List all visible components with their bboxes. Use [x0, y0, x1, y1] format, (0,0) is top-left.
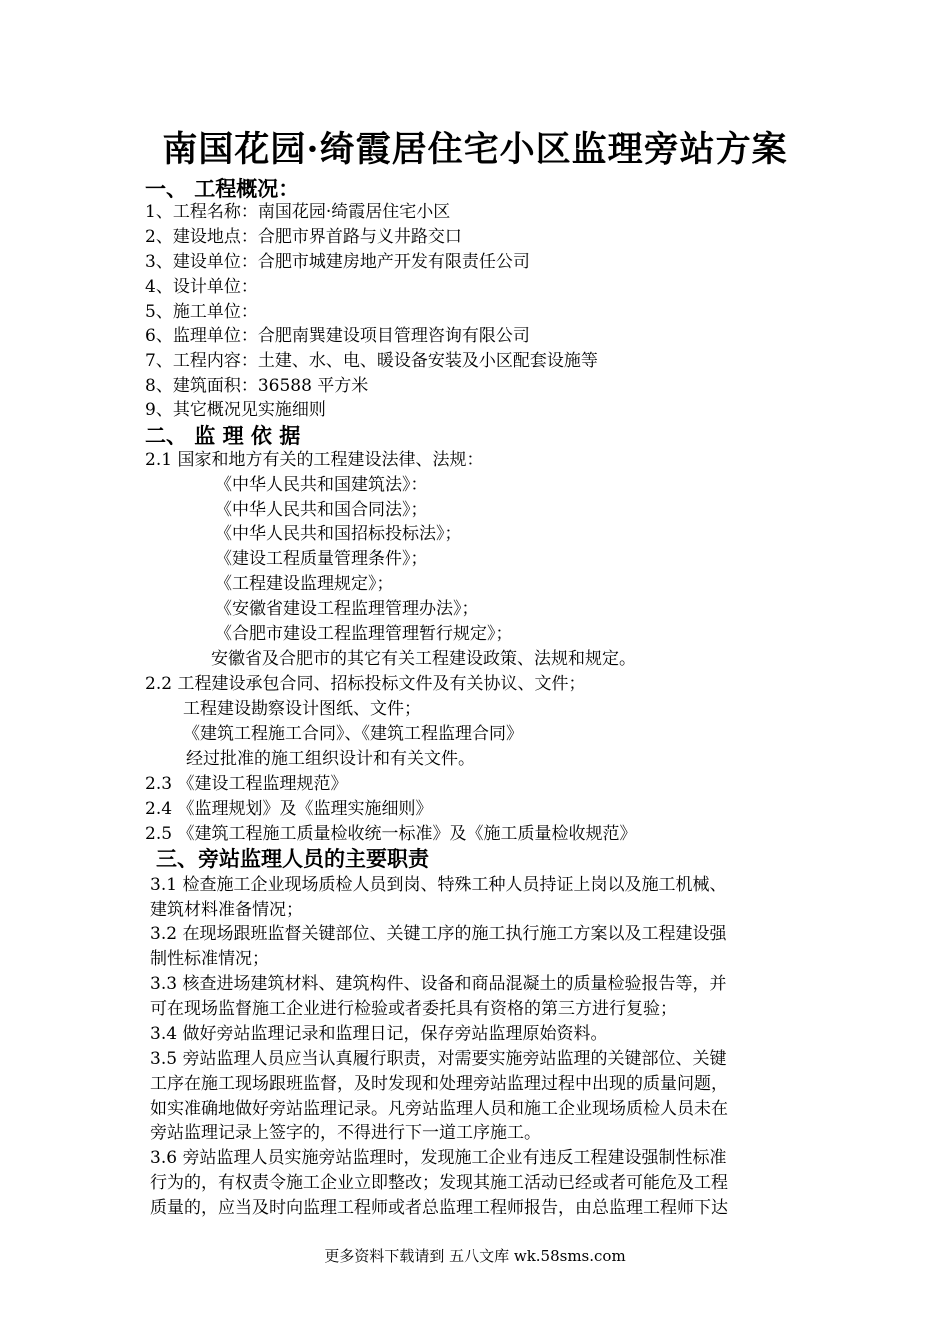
paragraph-line: 行为的，有权责令施工企业立即整改；发现其施工活动已经或者可能危及工程	[150, 1173, 728, 1193]
list-item: 工程建设勘察设计图纸、文件；	[183, 699, 421, 719]
list-item: 8、建筑面积：36588 平方米	[145, 376, 369, 396]
law-item: 安徽省及合肥市的其它有关工程建设政策、法规和规定。	[211, 649, 636, 669]
law-item: 《工程建设监理规定》；	[215, 574, 394, 594]
paragraph: 2.4 《监理规划》及《监理实施细则》	[145, 799, 433, 819]
list-item: 6、监理单位：合肥南巽建设项目管理咨询有限公司	[145, 326, 530, 346]
law-item: 《建设工程质量管理条件》；	[215, 549, 428, 569]
paragraph-line: 工序在施工现场跟班监督，及时发现和处理旁站监理过程中出现的质量问题，	[150, 1074, 728, 1094]
paragraph-line: 3.3 核查进场建筑材料、建筑构件、设备和商品混凝土的质量检验报告等，并	[150, 974, 727, 994]
list-item: 2、建设地点：合肥市界首路与义井路交口	[145, 227, 462, 247]
paragraph-line: 建筑材料准备情况；	[150, 900, 303, 920]
paragraph: 2.3 《建设工程监理规范》	[145, 774, 348, 794]
law-item: 《中华人民共和国招标投标法》；	[215, 524, 462, 544]
section1-heading: 一、 工程概况：	[145, 176, 300, 201]
list-item: 7、工程内容：土建、水、电、暖设备安装及小区配套设施等	[145, 351, 598, 371]
paragraph-line: 3.2 在现场跟班监督关键部位、关键工序的施工执行施工方案以及工程建设强	[150, 924, 727, 944]
paragraph-line: 如实准确地做好旁站监理记录。凡旁站监理人员和施工企业现场质检人员未在	[150, 1099, 728, 1119]
paragraph-line: 质量的，应当及时向监理工程师或者总监理工程师报告，由总监理工程师下达	[150, 1198, 728, 1218]
list-item: 经过批准的施工组织设计和有关文件。	[186, 749, 475, 769]
paragraph-line: 3.4 做好旁站监理记录和监理日记，保存旁站监理原始资料。	[150, 1024, 608, 1044]
paragraph: 2.1 国家和地方有关的工程建设法律、法规：	[145, 450, 484, 470]
law-item: 《安徽省建设工程监理管理办法》；	[215, 599, 479, 619]
paragraph: 2.5 《建筑工程施工质量检收统一标准》及《施工质量检收规范》	[145, 824, 637, 844]
list-item: 《建筑工程施工合同》、《建筑工程监理合同》	[183, 724, 523, 744]
law-item: 《中华人民共和国合同法》；	[215, 500, 428, 520]
section3-heading: 三、旁站监理人员的主要职责	[156, 846, 429, 871]
paragraph: 2.2 工程建设承包合同、招标投标文件及有关协议、文件；	[145, 674, 586, 694]
law-item: 《中华人民共和国建筑法》：	[215, 475, 428, 495]
list-item: 4、设计单位：	[145, 277, 258, 297]
page-title: 南国花园·绮霞居住宅小区监理旁站方案	[162, 129, 788, 170]
list-item: 1、工程名称：南国花园·绮霞居住宅小区	[145, 202, 451, 222]
list-item: 5、施工单位：	[145, 302, 258, 322]
paragraph-line: 旁站监理记录上签字的，不得进行下一道工序施工。	[150, 1123, 541, 1143]
paragraph-line: 3.1 检查施工企业现场质检人员到岗、特殊工种人员持证上岗以及施工机械、	[150, 875, 727, 895]
list-item: 3、建设单位：合肥市城建房地产开发有限责任公司	[145, 252, 530, 272]
paragraph-line: 可在现场监督施工企业进行检验或者委托具有资格的第三方进行复验；	[150, 999, 677, 1019]
paragraph-line: 制性标准情况；	[150, 949, 269, 969]
law-item: 《合肥市建设工程监理管理暂行规定》；	[215, 624, 513, 644]
page-footer: 更多资料下载请到 五八文库 wk.58sms.com	[324, 1247, 626, 1265]
paragraph-line: 3.6 旁站监理人员实施旁站监理时，发现施工企业有违反工程建设强制性标准	[150, 1148, 727, 1168]
list-item: 9、其它概况见实施细则	[145, 400, 326, 420]
paragraph-line: 3.5 旁站监理人员应当认真履行职责，对需要实施旁站监理的关键部位、关键	[150, 1049, 727, 1069]
section2-heading: 二、 监 理 依 据	[145, 423, 301, 448]
